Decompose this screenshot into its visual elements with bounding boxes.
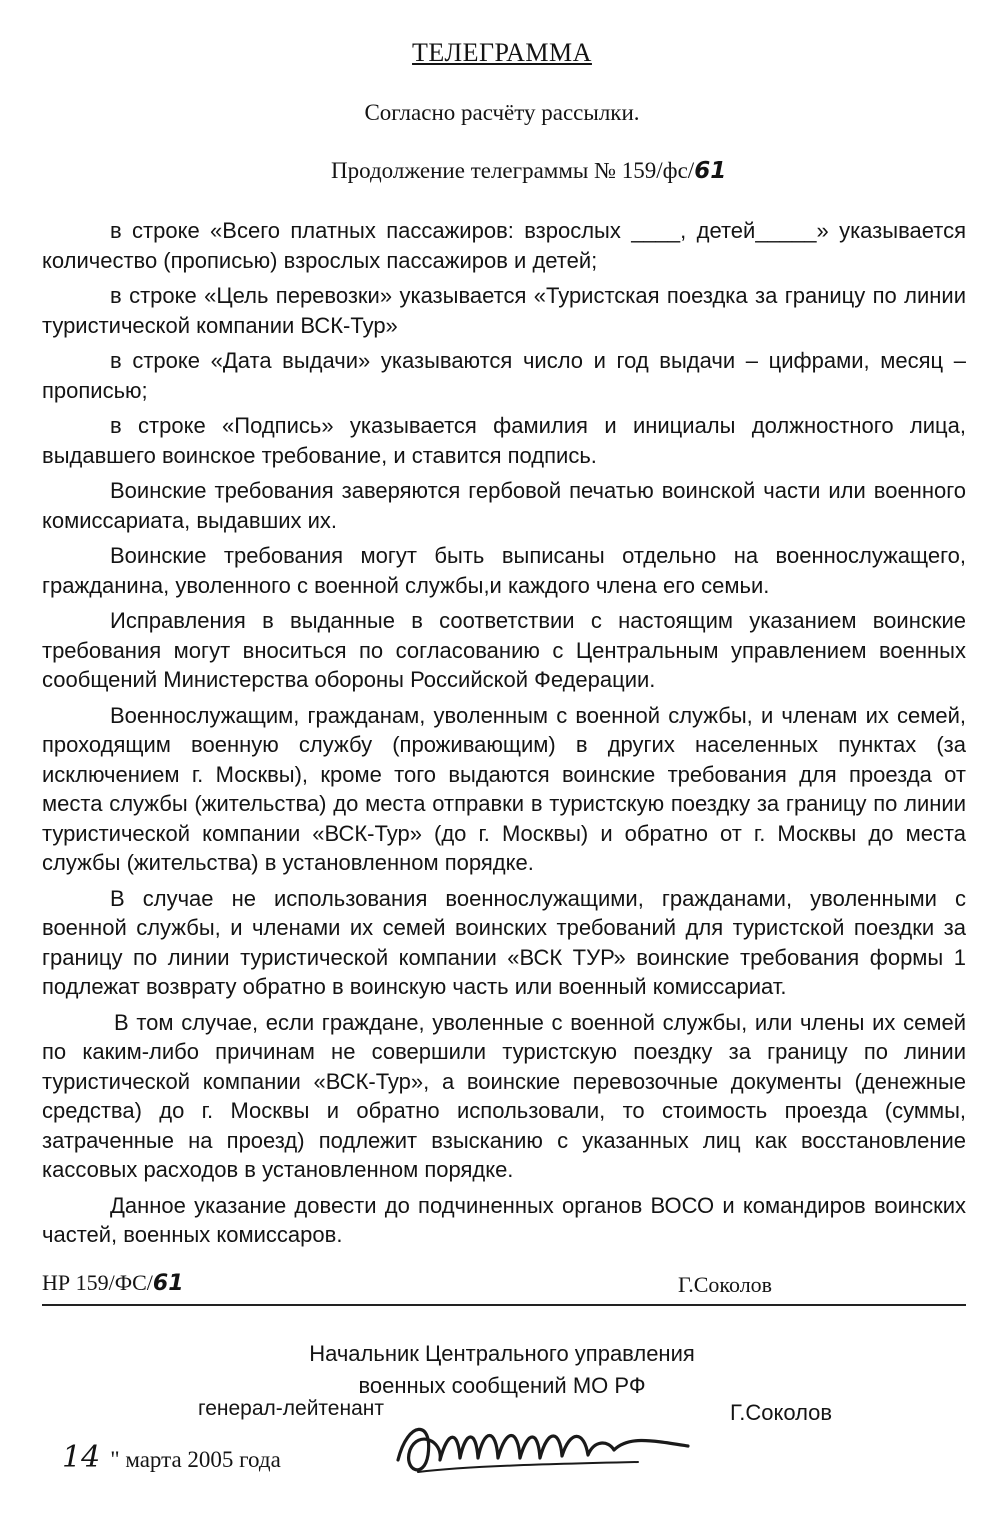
handwritten-number: 61 xyxy=(694,158,727,184)
paragraph-1: в строке «Всего платных пассажиров: взрослых ____, детей_____» указывается количество (прописью) взрослых пассажиров и детей; xyxy=(42,218,966,273)
handwritten-signature xyxy=(388,1400,708,1495)
continuation-text: Продолжение телеграммы № 159/фс/ xyxy=(331,158,695,183)
reference-number xyxy=(42,1270,184,1296)
paragraph-2: в строке «Цель перевозки» указывается «Туристская поездка за границу по линии туристической компании ВСК-Тур» xyxy=(42,283,966,338)
reference-text: НР 159/ФС/ xyxy=(42,1270,153,1295)
paragraph-9: В случае не использования военнослужащими, гражданами, уволенными с военной службы, и членами их семей воинских требований для туристской поездки за границу по линии туристической компании «ВСК ТУР» воинские требования формы 1 подлежат возврату обратно в воинскую часть или военный комиссариат. xyxy=(42,885,966,999)
paragraph-4: в строке «Подпись» указывается фамилия и инициалы должностного лица, выдавшего воинское требование, и ставится подпись. xyxy=(42,413,966,468)
paragraph-8: Военнослужащим, гражданам, уволенным с военной службы, и членам их семей, проходящим военную службу (проживающим) в других населенных пунктах (за исключением г. Москвы), кроме того выдаются воинские требования для проезда от места службы (жительства) до места отправки в туристскую поездку за границу по линии туристической компании «ВСК-Тур» (до г. Москвы) и обратно от г. Москвы до места службы (жительства) в установленном порядке. xyxy=(42,702,966,875)
paragraph-7: Исправления в выданные в соответствии с настоящим указанием воинские требования могут вноситься по согласованию с Центральным управлением военных сообщений Министерства обороны Российской Федерации. xyxy=(42,608,966,692)
signer-name-bottom: Г.Соколов xyxy=(730,1400,833,1425)
paragraph-5: Воинские требования заверяются гербовой печатью воинской части или военного комиссариата, выдавших их. xyxy=(42,478,966,533)
document-body xyxy=(42,216,966,1256)
signer-name-top: Г.Соколов xyxy=(678,1272,773,1297)
paragraph-11: Данное указание довести до подчиненных органов ВОСО и командиров воинских частей, военных комиссаров. xyxy=(42,1192,966,1247)
signer-position xyxy=(0,1338,1004,1402)
distribution-note: Согласно расчёту рассылки. xyxy=(364,100,640,125)
document-title: ТЕЛЕГРАММА xyxy=(412,38,592,67)
signature-graphic xyxy=(388,1400,708,1490)
continuation-line xyxy=(331,158,726,184)
divider-line xyxy=(42,1304,966,1306)
date-day-handwritten: 14 xyxy=(62,1440,101,1475)
date-text: " марта 2005 года xyxy=(110,1447,281,1472)
paragraph-6: Воинские требования могут быть выписаны отдельно на военнослужащего, гражданина, уволенного с военной службы,и каждого члена его семьи. xyxy=(42,543,966,598)
document-date xyxy=(62,1440,281,1475)
paragraph-10: В том случае, если граждане, уволенные с военной службы, или члены их семей по каким-либо причинам не совершили туристскую поездку за границу по линии туристической компании «ВСК-Тур», а воинские перевозочные документы (денежные средства) до г. Москвы и обратно использовали, то стоимость проезда (суммы, затраченные на проезд) подлежит взысканию с указанных лиц как восстановление кассовых расходов в установленном порядке. xyxy=(42,1009,966,1182)
position-line-2: военных сообщений МО РФ xyxy=(358,1373,646,1398)
paragraph-3: в строке «Дата выдачи» указываются число и год выдачи – цифрами, месяц – прописью; xyxy=(42,348,966,403)
reference-handwritten: 61 xyxy=(152,1271,184,1296)
signer-rank: генерал-лейтенант xyxy=(198,1397,384,1420)
position-line-1: Начальник Центрального управления xyxy=(309,1341,695,1366)
